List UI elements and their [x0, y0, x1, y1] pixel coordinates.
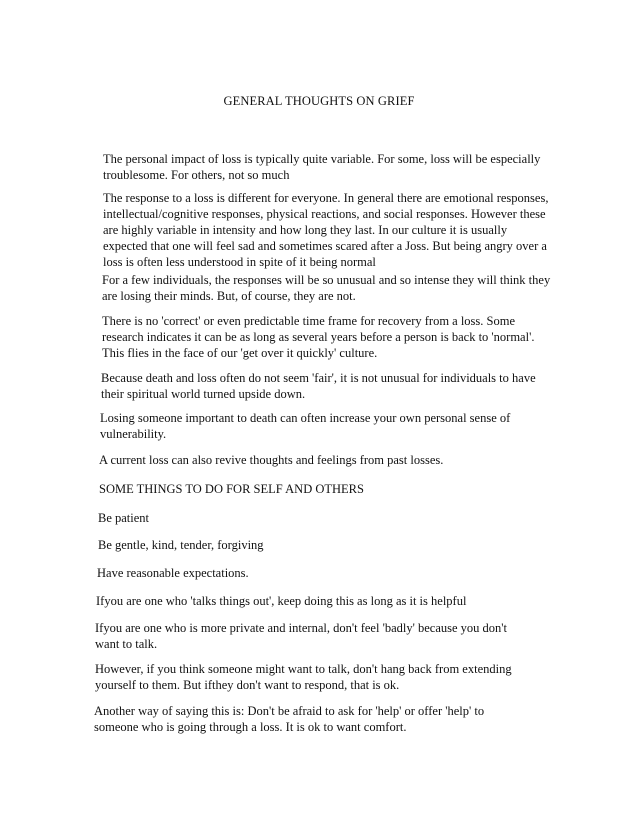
text-line: There is no 'correct' or even predictable time frame for recovery from a loss. Some	[102, 314, 516, 328]
text-line: A current loss can also revive thoughts and feelings from past losses.	[99, 453, 444, 467]
paragraph-past-losses	[99, 452, 443, 468]
paragraph-vulnerability	[100, 410, 510, 442]
paragraph-spiritual	[101, 370, 536, 402]
tip-ask-for-help	[94, 703, 484, 735]
page-title: GENERAL THOUGHTS ON GRIEF	[223, 94, 415, 108]
paragraph-few-individuals	[102, 272, 550, 304]
text-line: Because death and loss often do not seem 'fair', it is not unusual for individuals to have	[101, 371, 536, 385]
text-line: The response to a loss is different for everyone. In general there are emotional responses,	[103, 191, 549, 205]
paragraph-personal-impact	[103, 151, 540, 183]
text-line: SOME THINGS TO DO FOR SELF AND OTHERS	[99, 482, 364, 496]
paragraph-response	[103, 190, 548, 270]
text-line: Have reasonable expectations.	[97, 566, 249, 580]
paragraph-time-frame	[102, 313, 534, 361]
text-line: research indicates it can be as long as several years before a person is back to 'normal'.	[102, 330, 535, 344]
text-line: their spiritual world turned upside down.	[101, 387, 306, 401]
text-line: vulnerability.	[100, 427, 167, 441]
text-line: Ifyou are one who 'talks things out', keep doing this as long as it is helpful	[96, 594, 467, 608]
tip-be-gentle	[98, 537, 264, 553]
text-line: Another way of saying this is: Don't be afraid to ask for 'help' or offer 'help' to	[94, 704, 485, 718]
text-line: The personal impact of loss is typically quite variable. For some, loss will be especially	[103, 152, 541, 166]
text-line: troublesome. For others, not so much	[103, 168, 290, 182]
text-line: For a few individuals, the responses will be so unusual and so intense they will think they	[102, 273, 551, 287]
tip-be-patient	[98, 510, 149, 526]
text-line: Ifyou are one who is more private and internal, don't feel 'badly' because you don't	[95, 621, 507, 635]
tip-private-internal	[95, 620, 507, 652]
text-line: yourself to them. But ifthey don't want to respond, that is ok.	[95, 678, 400, 692]
tip-talk-things-out	[96, 593, 466, 609]
text-line: loss is often less understood in spite of it being normal	[103, 255, 376, 269]
text-line: are losing their minds. But, of course, they are not.	[102, 289, 356, 303]
text-line: Be gentle, kind, tender, forgiving	[98, 538, 264, 552]
text-line: are highly variable in intensity and how long they last. In our culture it is usually	[103, 223, 508, 237]
text-line: expected that one will feel sad and sometimes scared after a Joss. But being angry over a	[103, 239, 547, 253]
text-line: someone who is going through a loss. It is ok to want comfort.	[94, 720, 407, 734]
section-heading-things-to-do	[99, 481, 364, 497]
tip-extend-yourself	[95, 661, 512, 693]
text-line: intellectual/cognitive responses, physical reactions, and social responses. However these	[103, 207, 546, 221]
tip-reasonable-expectations	[97, 565, 249, 581]
text-line: Losing someone important to death can often increase your own personal sense of	[100, 411, 511, 425]
text-line: Be patient	[98, 511, 150, 525]
text-line: This flies in the face of our 'get over it quickly' culture.	[102, 346, 378, 360]
text-line: want to talk.	[95, 637, 158, 651]
text-line: However, if you think someone might want to talk, don't hang back from extending	[95, 662, 512, 676]
